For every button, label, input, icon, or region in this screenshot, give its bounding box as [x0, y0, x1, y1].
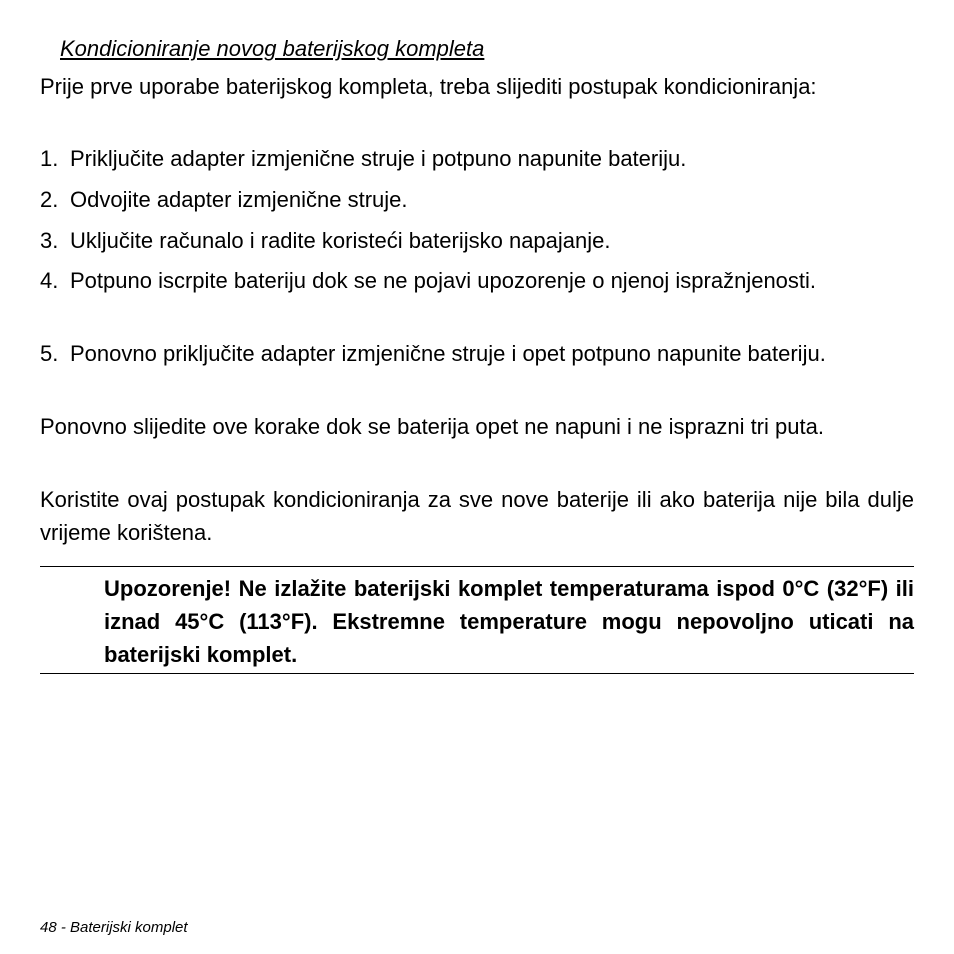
warning-text: Upozorenje! Ne izlažite baterijski komplet temperaturama ispod 0°C (32°F) ili iznad 45°C (113°F). Ekstremne temperature mogu nepovoljno uticati na baterijski komplet. — [104, 576, 914, 667]
repeat-note-paragraph: Ponovno slijedite ove korake dok se baterija opet ne napuni i ne isprazni tri puta. — [40, 414, 824, 439]
list-item-text: Ponovno priključite adapter izmjenične struje i opet potpuno napunite bateriju. — [70, 341, 826, 366]
section-title: Kondicioniranje novog baterijskog kompleta — [60, 36, 485, 61]
intro-paragraph: Prije prve uporabe baterijskog kompleta, treba slijediti postupak kondicioniranja: — [40, 74, 817, 99]
list-item-number: 1. — [40, 146, 59, 171]
list-item-text: Uključite računalo i radite koristeći baterijsko napajanje. — [70, 228, 611, 253]
list-item — [40, 142, 914, 175]
list-item — [40, 264, 914, 297]
list-item-text: Priključite adapter izmjenične struje i potpuno napunite bateriju. — [70, 146, 687, 171]
list-item-number: 2. — [40, 187, 59, 212]
list-item — [40, 183, 914, 216]
page-footer: 48 - Baterijski komplet — [40, 919, 188, 936]
warning-box — [40, 566, 914, 674]
list-item — [40, 224, 914, 257]
list-item-number: 5. — [40, 341, 59, 366]
list-item-text: Potpuno iscrpite bateriju dok se ne pojavi upozorenje o njenoj ispražnjenosti. — [70, 268, 817, 293]
list-item-number: 3. — [40, 228, 59, 253]
list-item — [40, 337, 914, 370]
usage-note-paragraph: Koristite ovaj postupak kondicioniranja za sve nove baterije ili ako baterija nije bila dulje vrijeme korištena. — [40, 487, 914, 545]
list-item-text: Odvojite adapter izmjenične struje. — [70, 187, 408, 212]
list-item-number: 4. — [40, 268, 59, 293]
